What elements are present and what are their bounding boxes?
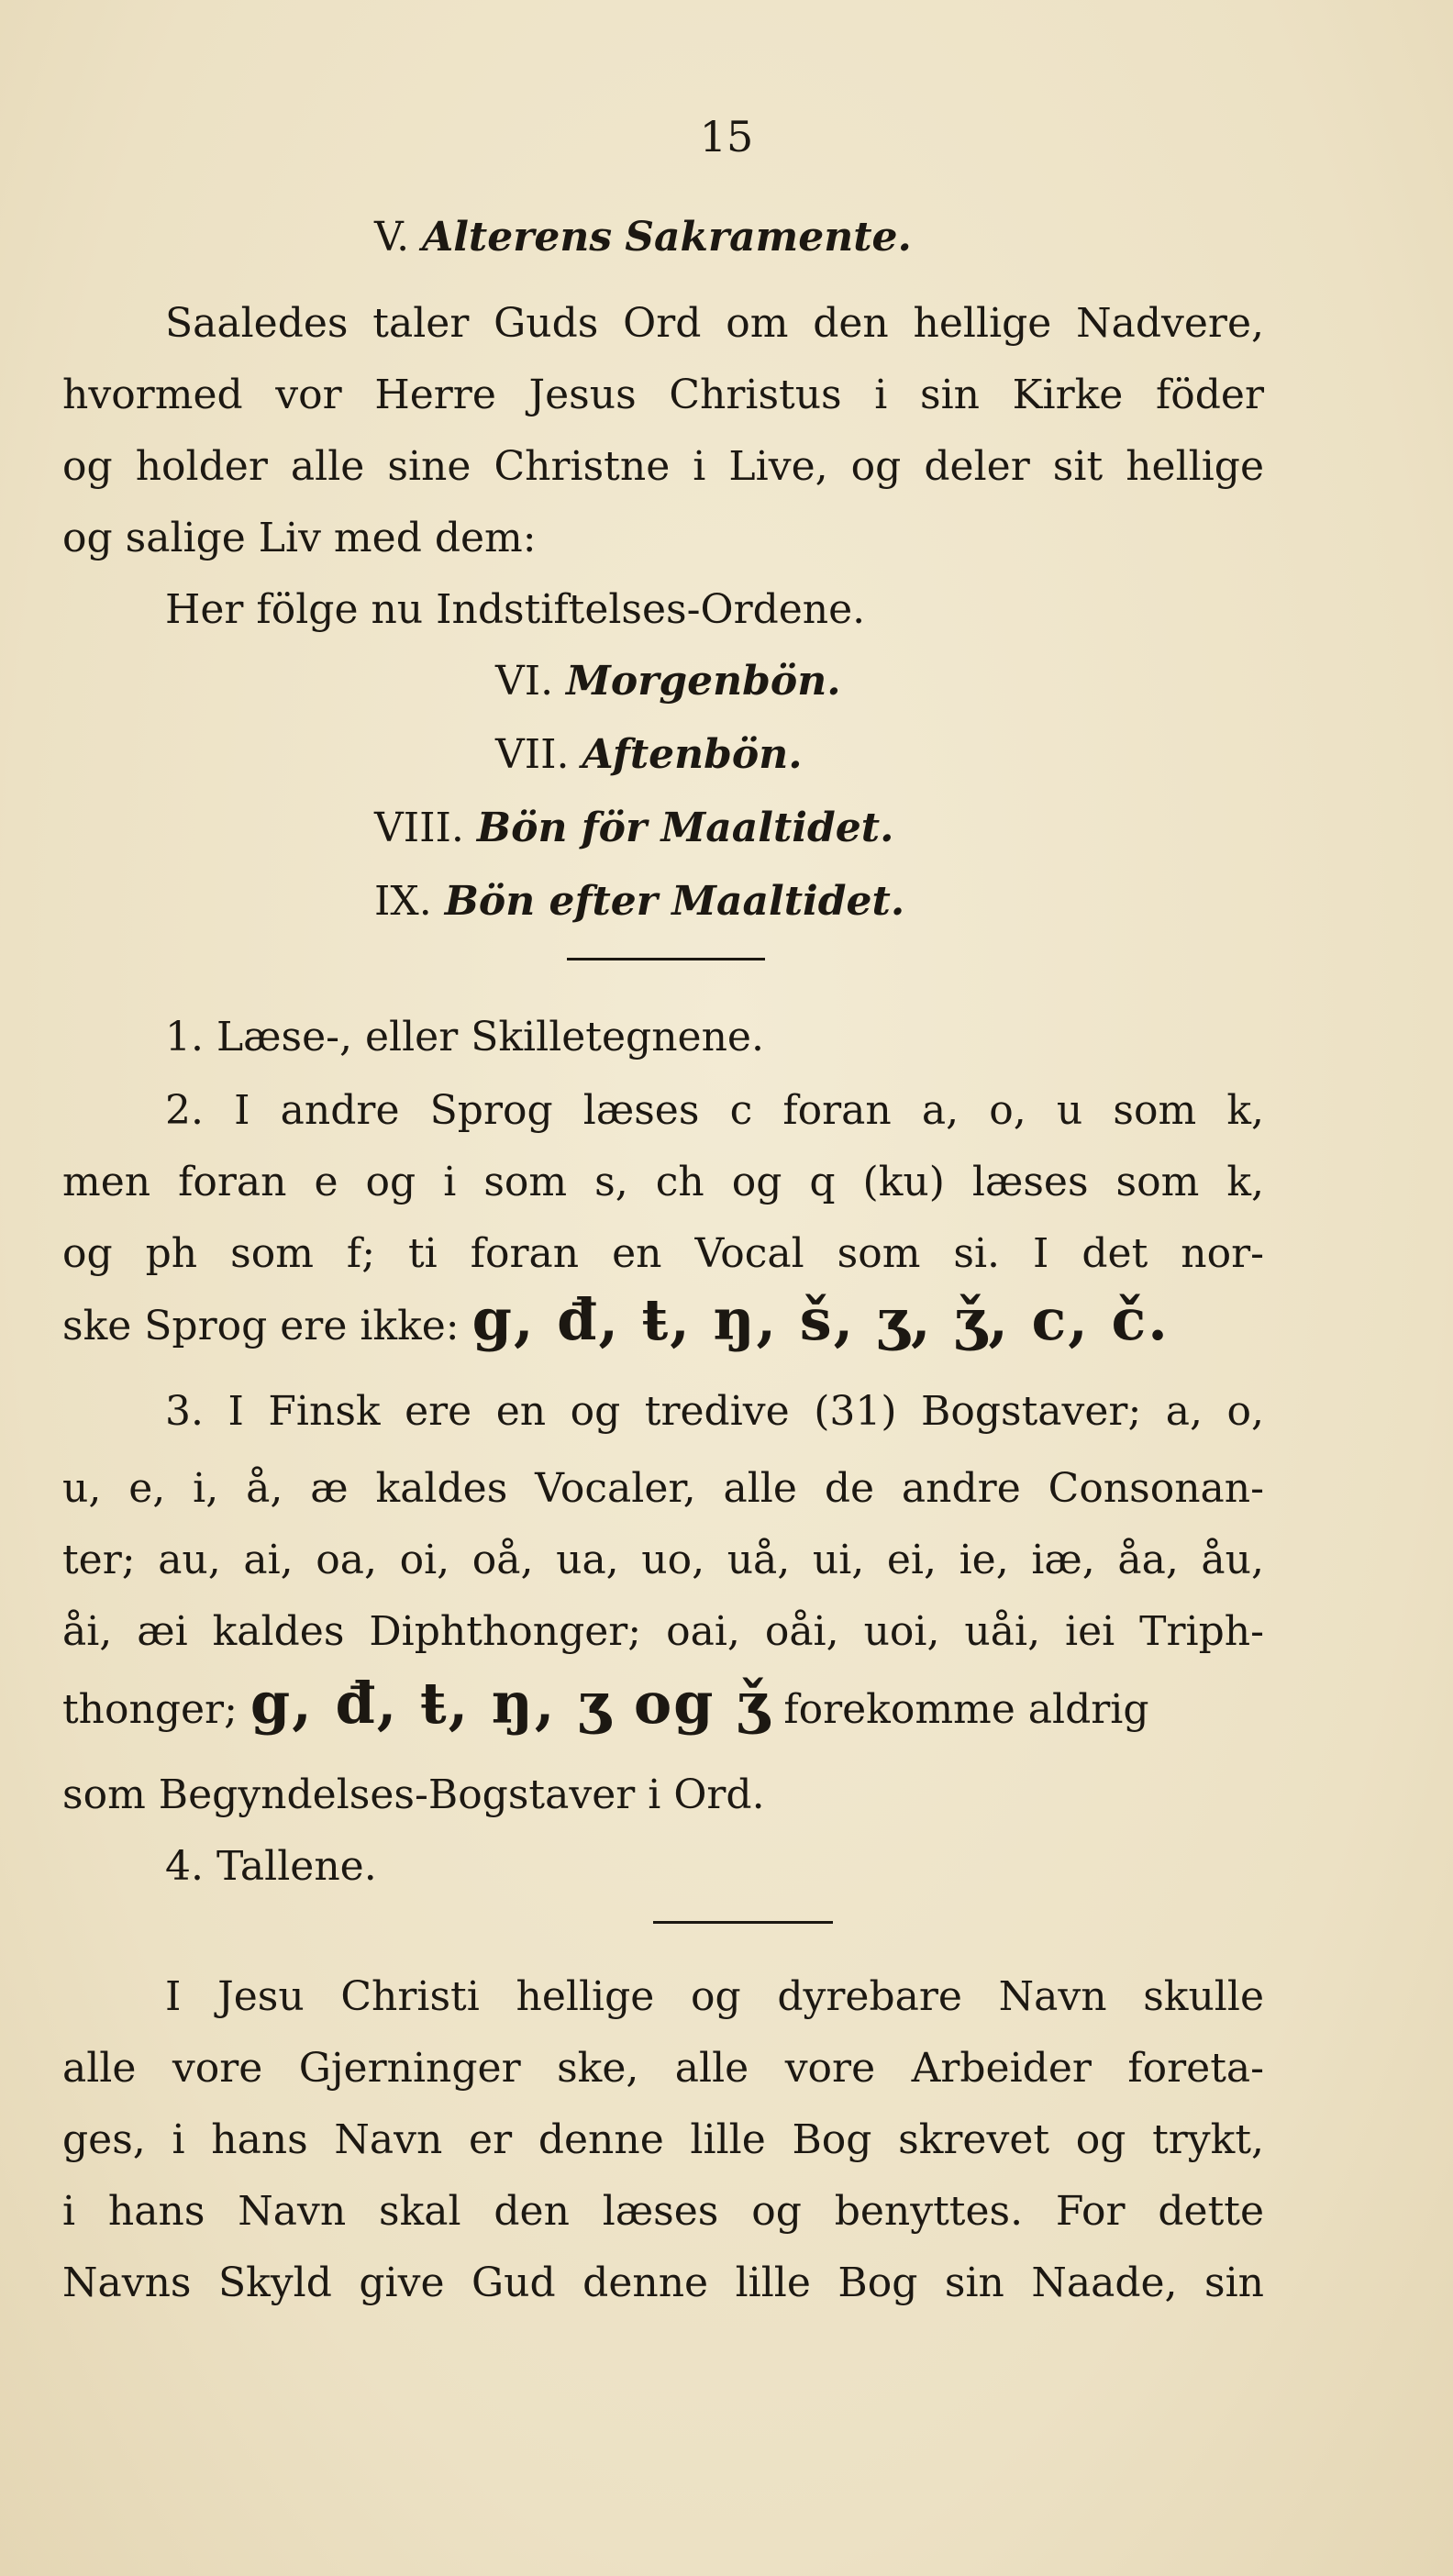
closing-line1: I Jesu Christi hellige og dyrebare Navn skulle (165, 1973, 1264, 2020)
closing-line2: alle vore Gjerninger ske, alle vore Arbeider foreta- (62, 2045, 1264, 2092)
note-2-line1: 2. I andre Sprog læses c foran a, o, u som k, (165, 1087, 1264, 1134)
toc-item-8-number: VIII. (374, 805, 464, 851)
toc-item-8 (374, 804, 893, 853)
para1-line3: og holder alle sine Christne i Live, og deler sit hellige (62, 443, 1264, 490)
note-4: 4. Tallene. (165, 1843, 377, 1890)
section-divider-1 (567, 958, 765, 960)
toc-item-5-title-a: Alterens (422, 214, 613, 261)
closing-line4: i hans Navn skal den læses og benyttes. For dette (62, 2188, 1264, 2235)
closing-line5: Navns Skyld give Gud denne lille Bog sin Naade, sin (62, 2260, 1264, 2306)
toc-item-5-title-b: Sakramente. (625, 214, 912, 261)
toc-item-6-number: VI. (495, 658, 554, 705)
para1-line4: og salige Liv med dem: (62, 515, 537, 561)
note-2-line2: men foran e og i som s, ch og q (ku) læses som k, (62, 1159, 1264, 1205)
toc-item-8-title: Bön för Maaltidet. (476, 805, 894, 851)
closing-line3: ges, i hans Navn er denne lille Bog skrevet og trykt, (62, 2116, 1264, 2163)
note-2-line3: og ph som f; ti foran en Vocal som si. I det nor- (62, 1230, 1264, 1277)
toc-item-5-number: V. (374, 214, 410, 261)
special-letters: g, đ, ŧ, ŋ, š, ʒ, ǯ, c, č. (471, 1286, 1170, 1353)
note-2-line4-text: ske Sprog ere ikke: (62, 1303, 460, 1349)
note-1: 1. Læse-, eller Skilletegnene. (165, 1014, 764, 1060)
note-3-line5-a: thonger; (62, 1686, 238, 1733)
special-letters-2: g, đ, ŧ, ŋ, ʒ og ǯ (250, 1670, 771, 1737)
note-3-line3: ter; au, ai, oa, oi, oå, ua, uo, uå, ui, ei, ie, iæ, åa, åu, (62, 1537, 1264, 1583)
toc-item-7-title: Aftenbön. (582, 731, 803, 778)
note-3-line5 (62, 1670, 1264, 1737)
note-3-line4: åi, æi kaldes Diphthonger; oai, oåi, uoi, uåi, iei Triph- (62, 1608, 1264, 1655)
toc-item-5 (374, 213, 912, 262)
toc-item-7-number: VII. (495, 731, 570, 778)
page-number: 15 (699, 112, 754, 161)
toc-item-6 (495, 657, 841, 706)
para1-line5: Her fölge nu Indstiftelses-Ordene. (165, 586, 866, 633)
toc-item-9 (374, 877, 904, 927)
note-3-line2: u, e, i, å, æ kaldes Vocaler, alle de andre Consonan- (62, 1465, 1264, 1512)
note-2-line4 (62, 1286, 1264, 1353)
note-3-line5-b: forekomme aldrig (783, 1686, 1149, 1733)
toc-item-9-title: Bön efter Maaltidet. (444, 878, 905, 925)
para1-line1: Saaledes taler Guds Ord om den hellige Nadvere, (165, 300, 1264, 347)
para1-line2: hvormed vor Herre Jesus Christus i sin Kirke föder (62, 372, 1264, 418)
note-3-line6: som Begyndelses-Bogstaver i Ord. (62, 1771, 765, 1818)
note-3-line1: 3. I Finsk ere en og tredive (31) Bogstaver; a, o, (165, 1388, 1264, 1435)
section-divider-2 (653, 1921, 833, 1924)
toc-item-9-number: IX. (374, 878, 432, 925)
toc-item-6-title: Morgenbön. (566, 658, 841, 705)
toc-item-7 (495, 730, 803, 780)
